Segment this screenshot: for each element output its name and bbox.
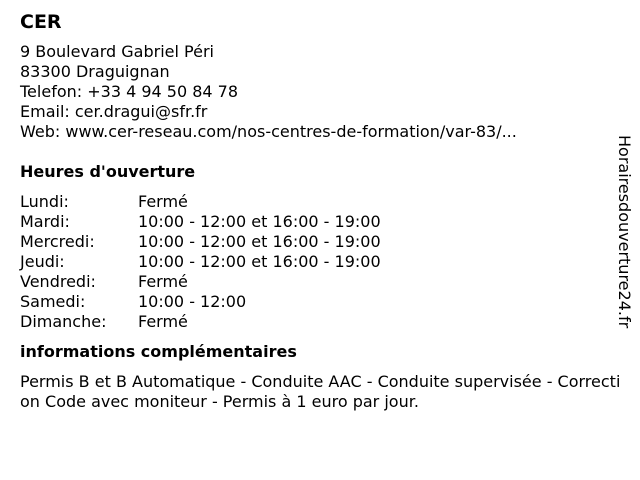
hours-row-saturday <box>20 292 610 312</box>
web-line: Web: www.cer-reseau.com/nos-centres-de-formation/var-83/... <box>20 122 517 141</box>
info-text: Permis B et B Automatique - Conduite AAC - Conduite supervisée - Correction Code avec moniteur - Permis à 1 euro par jour. <box>20 372 621 411</box>
day-time: Fermé <box>138 272 188 291</box>
business-name: CER <box>20 11 62 33</box>
hours-row-wednesday <box>20 232 610 252</box>
address-line-1: 9 Boulevard Gabriel Péri <box>20 42 214 61</box>
day-time: Fermé <box>138 192 188 211</box>
hours-row-sunday <box>20 312 610 332</box>
hours-heading: Heures d'ouverture <box>20 162 196 181</box>
day-time: 10:00 - 12:00 et 16:00 - 19:00 <box>138 212 381 231</box>
email-line: Email: cer.dragui@sfr.fr <box>20 102 208 121</box>
hours-row-monday <box>20 192 610 212</box>
hours-row-thursday <box>20 252 610 272</box>
day-label: Lundi: <box>20 192 69 211</box>
info-heading: informations complémentaires <box>20 342 297 361</box>
phone-line: Telefon: +33 4 94 50 84 78 <box>20 82 239 101</box>
day-time: 10:00 - 12:00 et 16:00 - 19:00 <box>138 252 381 271</box>
day-label: Jeudi: <box>20 252 65 271</box>
day-time: Fermé <box>138 312 188 331</box>
day-label: Dimanche: <box>20 312 107 331</box>
hours-row-tuesday <box>20 212 610 232</box>
day-label: Samedi: <box>20 292 86 311</box>
day-label: Mercredi: <box>20 232 95 251</box>
hours-table <box>20 192 610 332</box>
hours-row-friday <box>20 272 610 292</box>
day-time: 10:00 - 12:00 et 16:00 - 19:00 <box>138 232 381 251</box>
day-time: 10:00 - 12:00 <box>138 292 247 311</box>
day-label: Vendredi: <box>20 272 96 291</box>
site-watermark: Horairesdouverture24.fr <box>615 135 634 329</box>
address-line-2: 83300 Draguignan <box>20 62 170 81</box>
business-card <box>20 10 621 412</box>
day-label: Mardi: <box>20 212 70 231</box>
